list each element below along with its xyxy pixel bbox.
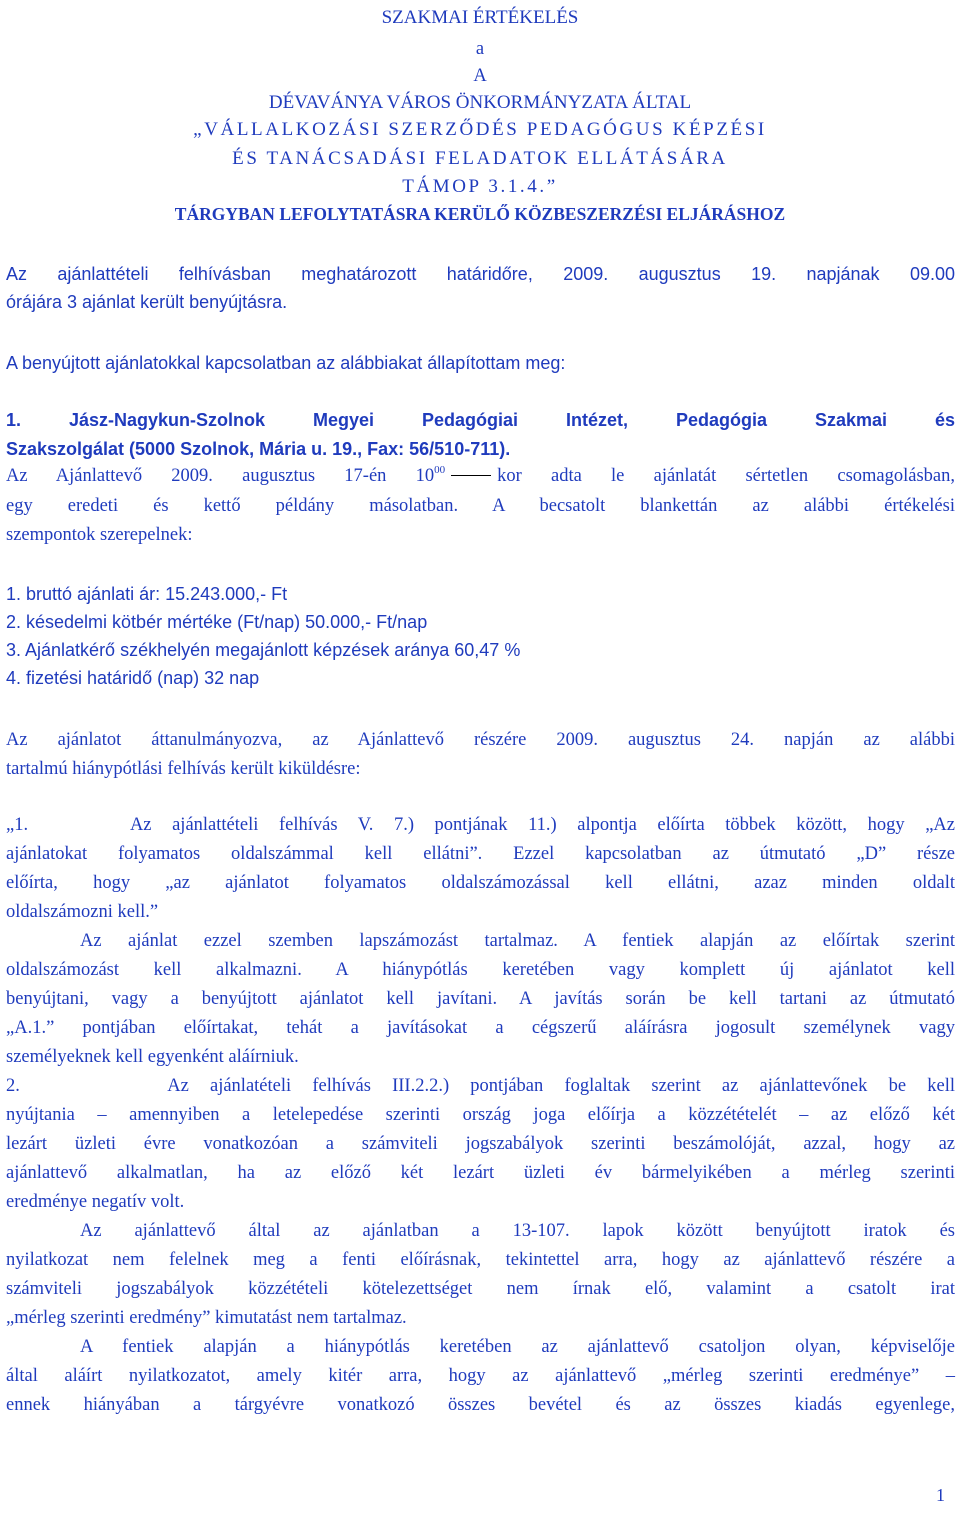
body-line: ajánlattevő alkalmatlan, ha az előző két lezárt üzleti év bármelyikében a mérleg szerinti	[6, 1163, 955, 1183]
intro-para-line-2: órájára 3 ajánlat került benyújtásra.	[6, 292, 288, 312]
body-line: 2. Az ajánlatételi felhívás III.2.2.) pontjában foglaltak szerint az ajánlattevőnek be kell	[6, 1076, 955, 1096]
doc-title-line-8: TÁRGYBAN LEFOLYTATÁSRA KERÜLŐ KÖZBESZERZÉSI ELJÁRÁSHOZ	[174, 204, 786, 224]
criteria-item-3: 3. Ajánlatkérő székhelyén megajánlott képzések aránya 60,47 %	[6, 640, 521, 660]
body-line: „1. Az ajánlattételi felhívás V. 7.) pontjának 11.) alpontja előírta többek között, hogy „Az	[6, 815, 955, 835]
request-line-1: Az ajánlatot áttanulmányozva, az Ajánlattevő részére 2009. augusztus 24. napján az alábbi	[6, 730, 955, 750]
intro-para-findings: A benyújtott ajánlatokkal kapcsolatban az alábbiakat állapítottam meg:	[6, 353, 566, 373]
body-line: benyújtani, vagy a benyújtott ajánlatot kell javítani. A javítás során be kell tartani az útmutató	[6, 989, 955, 1009]
body-line: Az ajánlattevő által az ajánlatban a 13-107. lapok között benyújtott iratok és	[80, 1221, 955, 1241]
bidder-heading-line-2: Szakszolgálat (5000 Szolnok, Mária u. 19., Fax: 56/510-711).	[6, 439, 511, 459]
doc-title-line-1: SZAKMAI ÉRTÉKELÉS	[381, 7, 579, 28]
body-line: Az ajánlat ezzel szemben lapszámozást tartalmaz. A fentiek alapján az előírtak szerint	[80, 931, 955, 951]
submission-time-sup: 00	[434, 464, 446, 476]
submission-rest-text: kor adta le ajánlatát sértetlen csomagolásban,	[497, 466, 956, 486]
body-line: nyújtania – amennyiben a letelepedése szerinti ország joga előírja a közzétételét – az előző két	[6, 1105, 955, 1125]
doc-title-line-7: TÁMOP 3.1.4.”	[402, 176, 558, 197]
criteria-item-2: 2. késedelmi kötbér mértéke (Ft/nap) 50.000,- Ft/nap	[6, 612, 428, 632]
dash-line	[451, 475, 491, 476]
body-line: oldalszámozni kell.”	[6, 902, 159, 922]
body-line: előírta, hogy „az ajánlatot folyamatos oldalszámozással kell ellátni, azaz minden oldalt	[6, 873, 955, 893]
body-line: által aláírt nyilatkozatot, amely kitér arra, hogy az ajánlattevő „mérleg szerinti eredménye” –	[6, 1366, 955, 1386]
bidder-heading-line-1: 1. Jász-Nagykun-Szolnok Megyei Pedagógiai Intézet, Pedagógia Szakmai és	[6, 410, 955, 430]
doc-title-line-2: a	[475, 39, 485, 59]
body-line: személyeknek kell egyenként aláírniuk.	[6, 1047, 299, 1067]
submission-date-text: Az Ajánlattevő 2009. augusztus 17-én 10	[6, 466, 435, 486]
doc-title-line-4: DÉVAVÁNYA VÁROS ÖNKORMÁNYZATA ÁLTAL	[268, 92, 692, 113]
request-line-2: tartalmú hiánypótlási felhívás került kiküldésre:	[6, 759, 361, 779]
bidder-submission-line-2: egy eredeti és kettő példány másolatban. A becsatolt blankettán az alábbi értékelési	[6, 496, 955, 516]
body-line: számviteli jogszabályok közzétételi kötelezettséget nem írnak elő, valamint a csatolt irat	[6, 1279, 955, 1299]
doc-title-line-3: A	[473, 66, 487, 86]
page-number: 1	[936, 1485, 945, 1505]
body-line: lezárt üzleti évre vonatkozóan a számviteli jogszabályok szerinti beszámolóját, azzal, hogy az	[6, 1134, 955, 1154]
criteria-item-4: 4. fizetési határidő (nap) 32 nap	[6, 668, 260, 688]
doc-title-line-5: „VÁLLALKOZÁSI SZERZŐDÉS PEDAGÓGUS KÉPZÉSI	[193, 119, 767, 140]
body-line: nyilatkozat nem felelnek meg a fenti előírásnak, tekintettel arra, hogy az ajánlattevő részére a	[6, 1250, 955, 1270]
body-line: oldalszámozást kell alkalmazni. A hiánypótlás keretében vagy komplett új ajánlatot kell	[6, 960, 955, 980]
bidder-submission-line-1	[6, 464, 956, 486]
doc-title-line-6: ÉS TANÁCSADÁSI FELADATOK ELLÁTÁSÁRA	[232, 148, 728, 169]
body-line: „A.1.” pontjában előírtakat, tehát a javításokat a cégszerű aláírásra jogosult személynek vagy	[6, 1018, 955, 1038]
bidder-submission-line-3: szempontok szerepelnek:	[6, 525, 193, 545]
body-line: eredménye negatív volt.	[6, 1192, 185, 1212]
body-line: ennek hiányában a tárgyévre vonatkozó összes bevétel és az összes kiadás egyenlege,	[6, 1395, 955, 1415]
intro-para-line-1: Az ajánlattételi felhívásban meghatározott határidőre, 2009. augusztus 19. napjának 09.00	[6, 264, 955, 284]
body-line: ajánlatokat folyamatos oldalszámmal kell ellátni”. Ezzel kapcsolatban az útmutató „D” része	[6, 844, 955, 864]
criteria-item-1: 1. bruttó ajánlati ár: 15.243.000,- Ft	[6, 584, 288, 604]
body-line: „mérleg szerinti eredmény” kimutatást nem tartalmaz.	[6, 1308, 407, 1328]
body-line: A fentiek alapján a hiánypótlás keretében az ajánlattevő csatoljon olyan, képviselője	[80, 1337, 955, 1357]
